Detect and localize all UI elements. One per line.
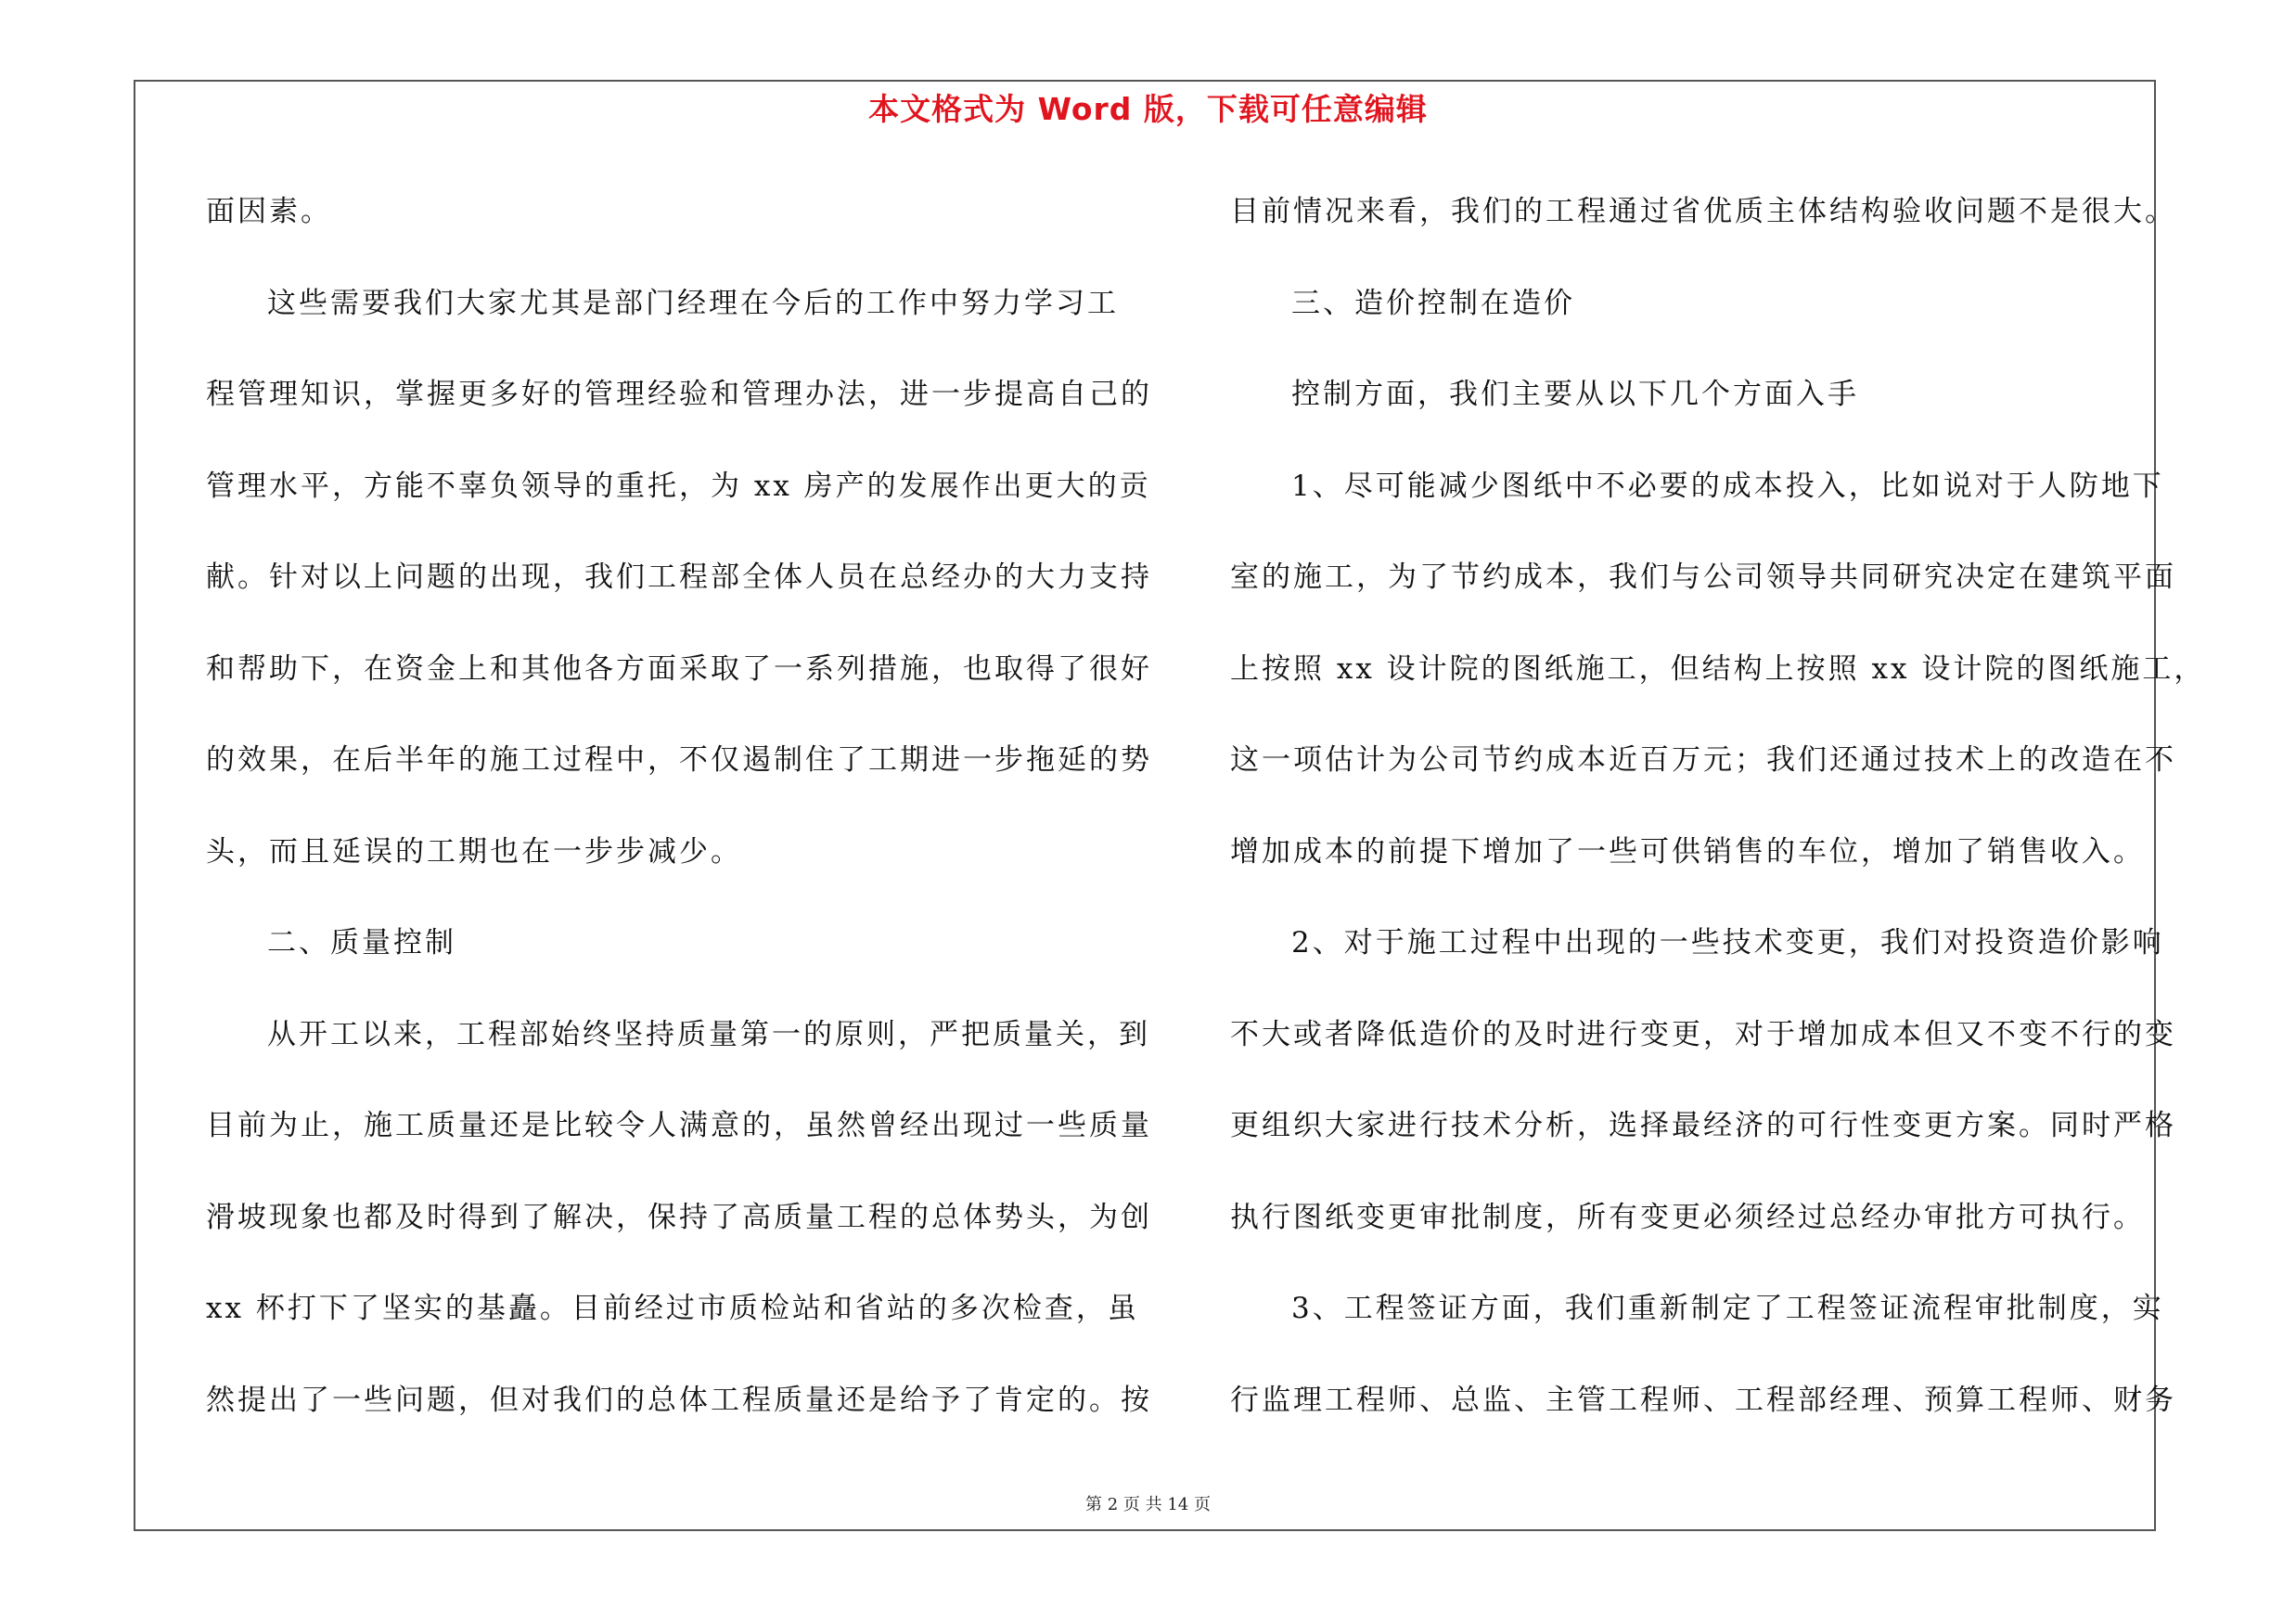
text-line: 面因素。 (206, 195, 332, 228)
text-line: 上按照 xx 设计院的图纸施工，但结构上按照 xx 设计院的图纸施工， (1230, 651, 2206, 686)
text-line: 程管理知识，掌握更多好的管理经验和管理办法，进一步提高自己的 (206, 378, 1152, 411)
text-line: 献。针对以上问题的出现，我们工程部全体人员在总经办的大力支持 (206, 560, 1152, 594)
text-line: 增加成本的前提下增加了一些可供销售的车位，增加了销售收入。 (1230, 834, 2145, 869)
left-text-column (206, 184, 1152, 1463)
right-text-column (1230, 184, 2206, 1463)
text-line: 室的施工，为了节约成本，我们与公司领导共同研究决定在建筑平面 (1230, 560, 2176, 594)
paragraph-start-line: 从开工以来，工程部始终坚持质量第一的原则，严把质量关，到 (267, 1017, 1150, 1051)
text-line: 更组织大家进行技术分析，选择最经济的可行性变更方案。同时严格 (1230, 1109, 2176, 1142)
word-format-banner: 本文格式为 Word 版，下载可任意编辑 (868, 91, 1428, 127)
text-line: 头，而且延误的工期也在一步步减少。 (206, 834, 742, 869)
text-line: 的效果，在后半年的施工过程中，不仅遏制住了工期进一步拖延的势 (206, 743, 1152, 777)
section-heading-quality-control: 二、质量控制 (267, 926, 456, 960)
page-number-footer: 第 2 页 共 14 页 (1085, 1495, 1211, 1514)
text-line: 执行图纸变更审批制度，所有变更必须经过总经办审批方可执行。 (1230, 1200, 2145, 1234)
section-heading-cost-control: 三、造价控制在造价 (1291, 286, 1575, 320)
paragraph-start-line: 控制方面，我们主要从以下几个方面入手 (1291, 378, 1859, 411)
text-line: xx 杯打下了坚实的基矗。目前经过市质检站和省站的多次检查，虽 (206, 1292, 1139, 1325)
text-line: 然提出了一些问题，但对我们的总体工程质量还是给予了肯定的。按 (206, 1383, 1152, 1417)
list-item-3-start: 3、工程签证方面，我们重新制定了工程签证流程审批制度，实 (1291, 1292, 2164, 1325)
list-item-2-start: 2、对于施工过程中出现的一些技术变更，我们对投资造价影响 (1291, 926, 2164, 960)
paragraph-start-line: 这些需要我们大家尤其是部门经理在今后的工作中努力学习工 (267, 286, 1119, 320)
text-line: 目前情况来看，我们的工程通过省优质主体结构验收问题不是很大。 (1230, 195, 2176, 228)
text-line: 目前为止，施工质量还是比较令人满意的，虽然曾经出现过一些质量 (206, 1109, 1152, 1142)
text-line: 行监理工程师、总监、主管工程师、工程部经理、预算工程师、财务 (1230, 1383, 2176, 1417)
text-line: 不大或者降低造价的及时进行变更，对于增加成本但又不变不行的变 (1230, 1017, 2176, 1051)
text-line: 滑坡现象也都及时得到了解决，保持了高质量工程的总体势头，为创 (206, 1200, 1152, 1234)
text-line: 管理水平，方能不辜负领导的重托，为 xx 房产的发展作出更大的贡 (206, 469, 1151, 503)
text-line: 和帮助下，在资金上和其他各方面采取了一系列措施，也取得了很好 (206, 651, 1152, 686)
text-line: 这一项估计为公司节约成本近百万元；我们还通过技术上的改造在不 (1230, 743, 2176, 777)
list-item-1-start: 1、尽可能减少图纸中不必要的成本投入，比如说对于人防地下 (1291, 469, 2164, 503)
